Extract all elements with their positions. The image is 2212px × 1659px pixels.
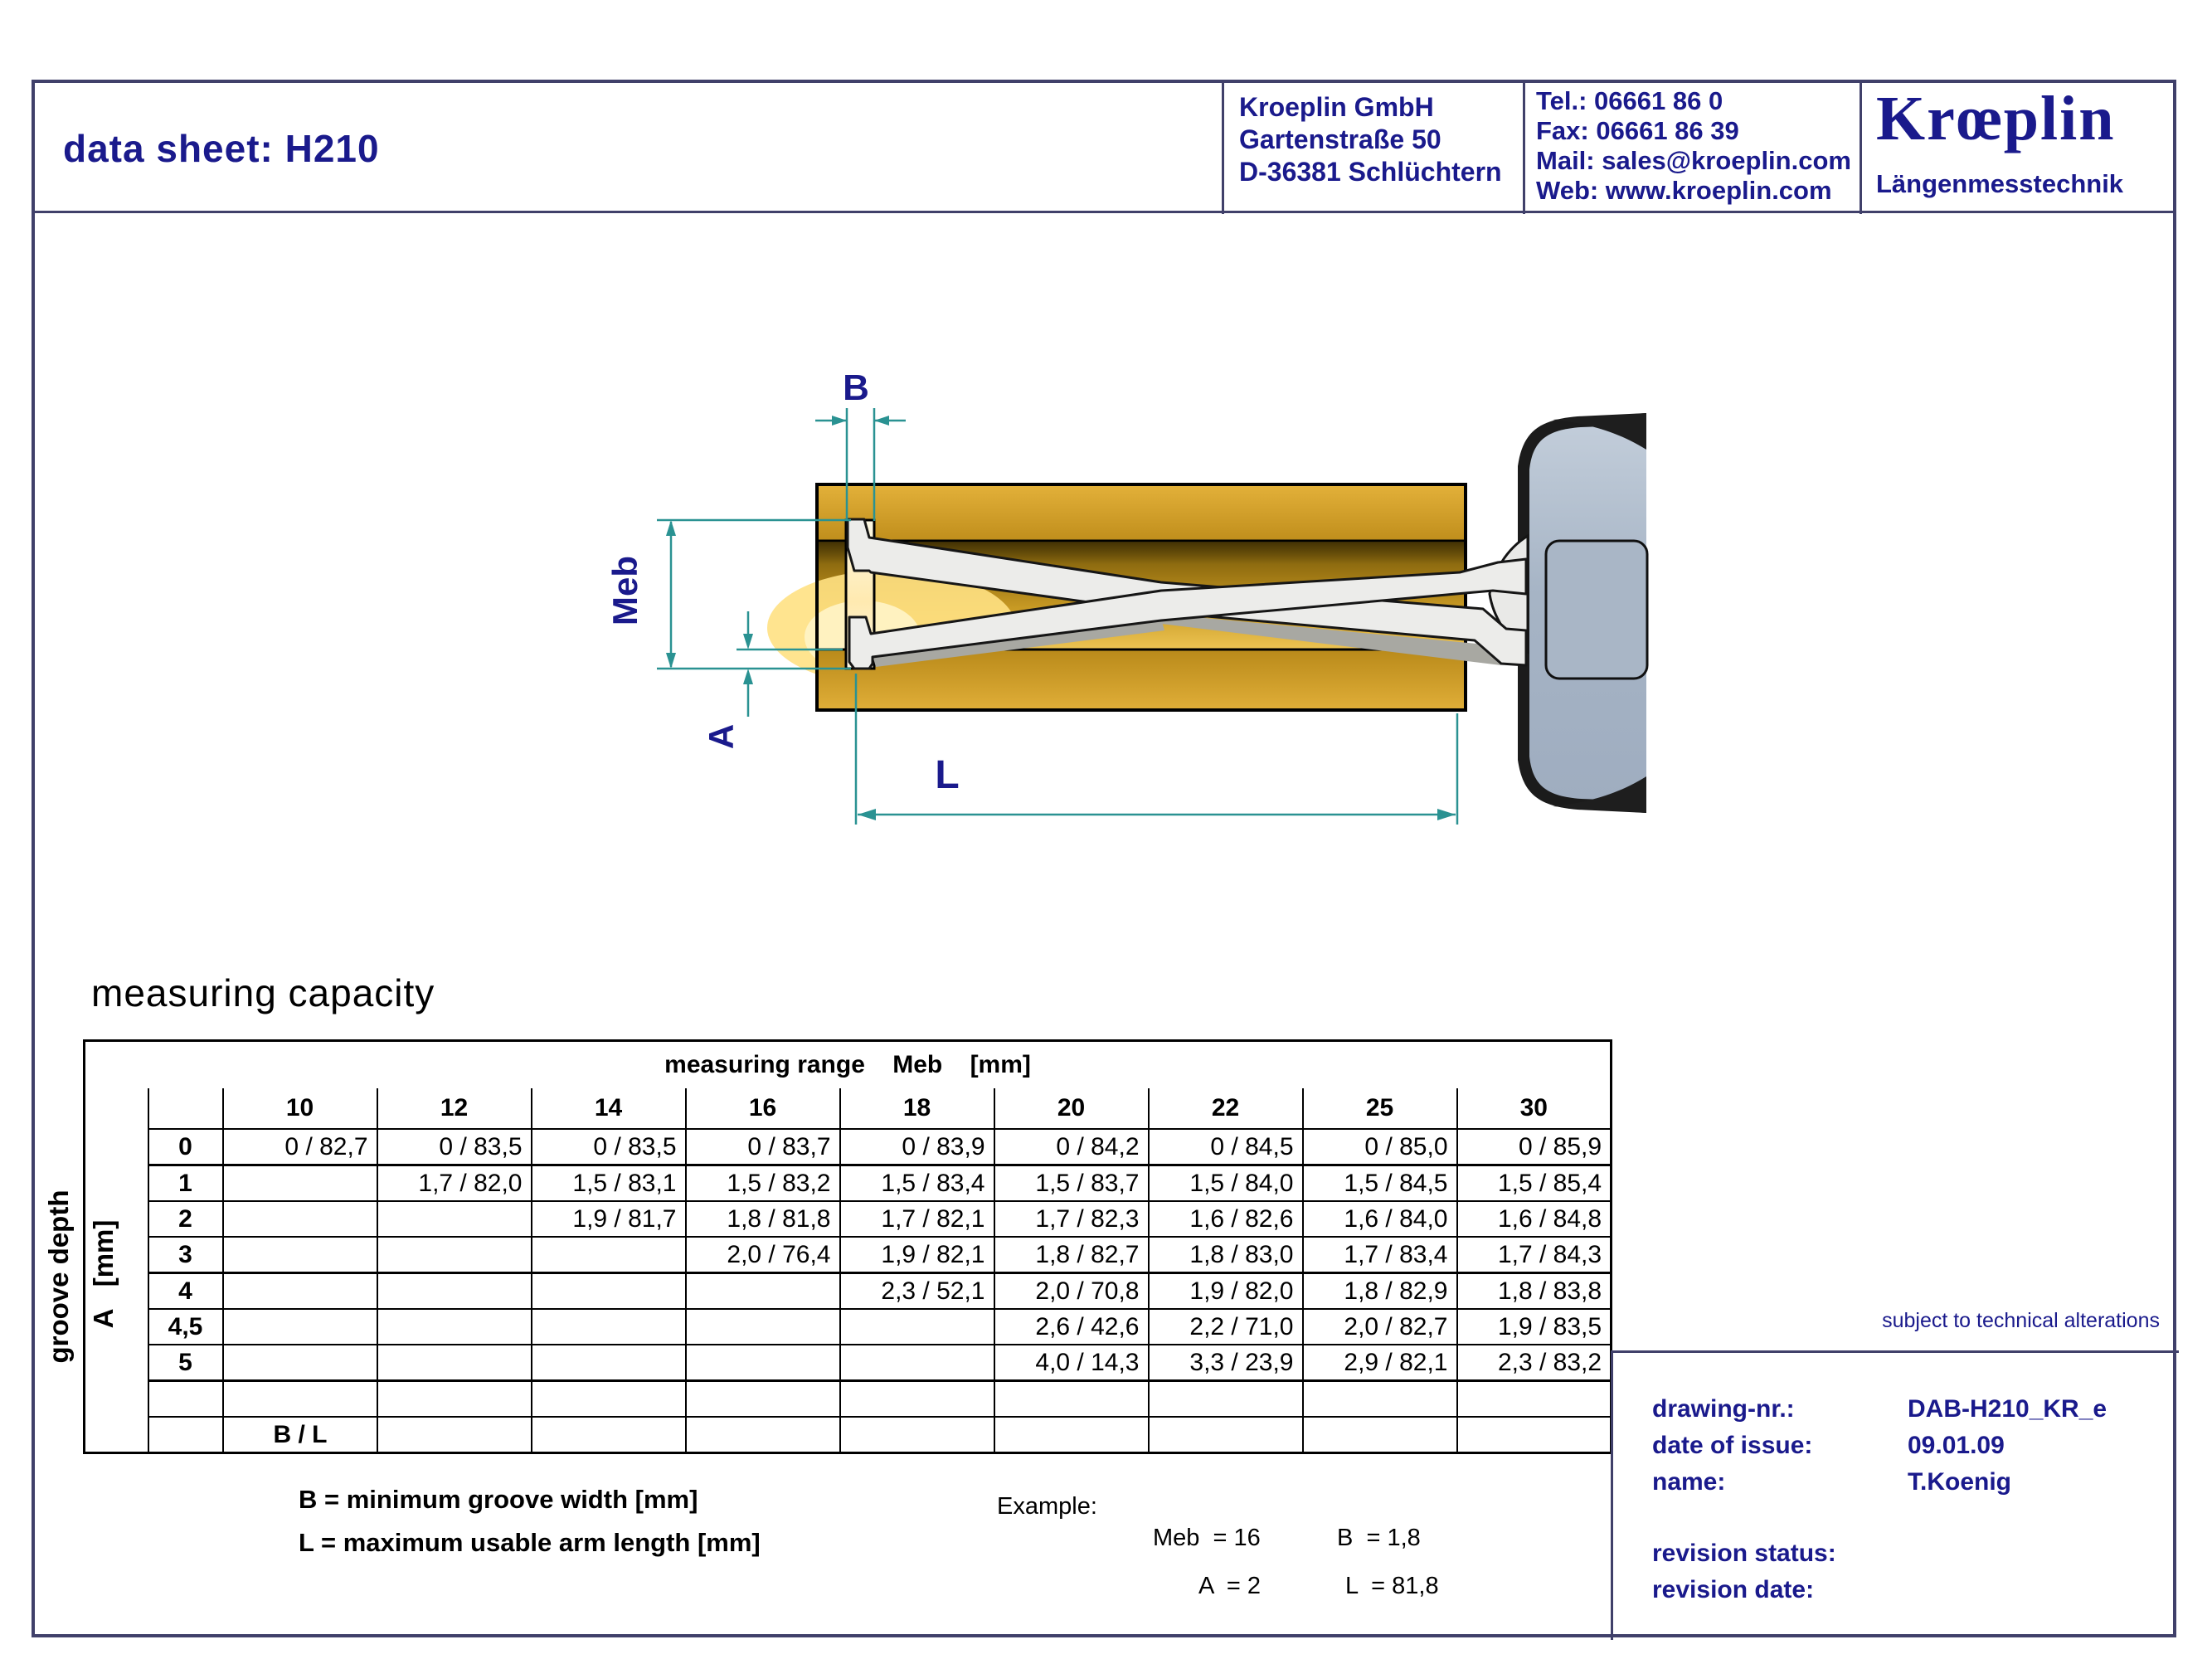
table-cell	[994, 1417, 1149, 1453]
column-header: 22	[1149, 1088, 1303, 1129]
table-cell	[377, 1201, 532, 1237]
dimension-label-l: L	[935, 753, 960, 797]
table-cell	[1457, 1417, 1612, 1453]
column-header: 16	[686, 1088, 840, 1129]
table-cell: 1,8 / 83,0	[1149, 1237, 1303, 1273]
table-cell: 2,3 / 83,2	[1457, 1345, 1612, 1381]
subject-note: subject to technical alterations	[1882, 1309, 2160, 1332]
table-cell	[686, 1345, 840, 1381]
table-cell	[532, 1345, 686, 1381]
company-logo-subtitle: Längenmesstechnik	[1876, 169, 2124, 198]
table-cell	[223, 1309, 377, 1345]
arrowhead-icon	[743, 634, 753, 649]
field-label: revision status:	[1652, 1540, 1836, 1567]
technical-drawing	[448, 315, 1709, 863]
arrowhead-icon	[832, 416, 847, 426]
table-cell	[223, 1237, 377, 1273]
row-label: 1	[148, 1165, 223, 1202]
contact-tel: Tel.: 06661 86 0	[1536, 86, 1723, 115]
header-divider	[32, 211, 2176, 213]
table-cell: 0 / 85,9	[1457, 1129, 1612, 1165]
table-cell	[840, 1309, 994, 1345]
table-cell: 2,6 / 42,6	[994, 1309, 1149, 1345]
table-cell: 1,5 / 84,0	[1149, 1165, 1303, 1202]
table-cell: 1,6 / 84,0	[1303, 1201, 1457, 1237]
table-cell: 1,5 / 83,1	[532, 1165, 686, 1202]
table-cell: 1,9 / 81,7	[532, 1201, 686, 1237]
table-cell: 3,3 / 23,9	[1149, 1345, 1303, 1381]
company-logo: Krœplin	[1876, 84, 2116, 153]
table-cell	[686, 1417, 840, 1453]
table-cell	[840, 1417, 994, 1453]
dimension-label-b: B	[843, 367, 869, 408]
table-cell: 1,9 / 82,1	[840, 1237, 994, 1273]
table-cell: 1,7 / 84,3	[1457, 1237, 1612, 1273]
row-label: 3	[148, 1237, 223, 1273]
column-header: 14	[532, 1088, 686, 1129]
table-cell	[532, 1309, 686, 1345]
page-title: data sheet: H210	[63, 127, 380, 170]
table-cell: 0 / 83,7	[686, 1129, 840, 1165]
table-cell: 1,6 / 84,8	[1457, 1201, 1612, 1237]
table-cell: 1,7 / 82,1	[840, 1201, 994, 1237]
table-cell	[840, 1381, 994, 1418]
contact-mail: Mail: sales@kroeplin.com	[1536, 146, 1851, 175]
arrowhead-icon	[858, 809, 876, 820]
table-cell	[1149, 1381, 1303, 1418]
table-cell	[377, 1273, 532, 1310]
table-cell: 1,8 / 83,8	[1457, 1273, 1612, 1310]
example-l: L = 81,8	[1345, 1573, 1439, 1599]
table-cell: 1,5 / 83,7	[994, 1165, 1149, 1202]
measuring-capacity-table	[83, 1039, 1612, 1454]
table-cell	[686, 1381, 840, 1418]
arrowhead-icon	[666, 520, 676, 536]
example-meb: Meb = 16	[1153, 1525, 1261, 1551]
table-cell: 1,9 / 82,0	[1149, 1273, 1303, 1310]
table-cell: 1,5 / 85,4	[1457, 1165, 1612, 1202]
row-label	[148, 1381, 223, 1418]
note-l: L = maximum usable arm length [mm]	[299, 1528, 761, 1557]
note-b: B = minimum groove width [mm]	[299, 1485, 698, 1514]
table-cell: 1,6 / 82,6	[1149, 1201, 1303, 1237]
field-label: revision date:	[1652, 1576, 1815, 1603]
column-header: 12	[377, 1088, 532, 1129]
table-cell	[1303, 1417, 1457, 1453]
field-value: T.Koenig	[1908, 1468, 2011, 1496]
table-cell: 2,3 / 52,1	[840, 1273, 994, 1310]
table-cell	[1149, 1417, 1303, 1453]
column-header: 30	[1457, 1088, 1612, 1129]
table-cell: 1,5 / 83,2	[686, 1165, 840, 1202]
arrowhead-icon	[874, 416, 889, 426]
example-b: B = 1,8	[1337, 1525, 1421, 1551]
table-cell: 1,7 / 82,0	[377, 1165, 532, 1202]
company-address	[1239, 91, 1502, 188]
field-value: 09.01.09	[1908, 1432, 2005, 1459]
table-cell	[377, 1309, 532, 1345]
company-contact	[1536, 86, 1851, 206]
arrowhead-icon	[666, 653, 676, 669]
table-cell	[223, 1381, 377, 1418]
arrowhead-icon	[1437, 809, 1456, 820]
table-cell	[377, 1345, 532, 1381]
section-title: measuring capacity	[91, 971, 435, 1014]
table-cell	[377, 1237, 532, 1273]
table-stub	[148, 1088, 223, 1129]
example-label: Example:	[997, 1493, 1097, 1520]
table-cell: 1,8 / 82,9	[1303, 1273, 1457, 1310]
table-cell: 4,0 / 14,3	[994, 1345, 1149, 1381]
table-cell	[1303, 1381, 1457, 1418]
table-cell: 1,7 / 83,4	[1303, 1237, 1457, 1273]
column-header: 18	[840, 1088, 994, 1129]
table-cell: 1,8 / 81,8	[686, 1201, 840, 1237]
header-divider	[1222, 80, 1224, 214]
table-cell	[686, 1309, 840, 1345]
contact-fax: Fax: 06661 86 39	[1536, 116, 1739, 145]
table-cell	[377, 1381, 532, 1418]
table-cell	[223, 1345, 377, 1381]
table-cell	[532, 1381, 686, 1418]
column-header: 10	[223, 1088, 377, 1129]
table-cell: 2,0 / 82,7	[1303, 1309, 1457, 1345]
table-cell: 2,0 / 76,4	[686, 1237, 840, 1273]
row-label: 0	[148, 1129, 223, 1165]
table-cell: 1,7 / 82,3	[994, 1201, 1149, 1237]
table-cell: 0 / 84,2	[994, 1129, 1149, 1165]
table-cell	[840, 1345, 994, 1381]
axis-label-a-mm: A [mm]	[88, 1219, 119, 1329]
column-header: 25	[1303, 1088, 1457, 1129]
table-title: measuring range Meb [mm]	[664, 1051, 1031, 1078]
table-cell	[223, 1201, 377, 1237]
company-name: Kroeplin GmbH	[1239, 92, 1434, 122]
table-cell: 2,9 / 82,1	[1303, 1345, 1457, 1381]
table-cell	[532, 1237, 686, 1273]
gauge-body-panel	[1546, 541, 1647, 679]
row-label: 2	[148, 1201, 223, 1237]
axis-label-groove-depth: groove depth	[43, 1190, 74, 1364]
field-value: DAB-H210_KR_e	[1908, 1395, 2107, 1423]
table-cell: 1,9 / 83,5	[1457, 1309, 1612, 1345]
table-cell: 0 / 83,5	[377, 1129, 532, 1165]
table-cell: 1,8 / 82,7	[994, 1237, 1149, 1273]
table-cell	[223, 1165, 377, 1202]
table-cell: 0 / 83,9	[840, 1129, 994, 1165]
field-label: name:	[1652, 1468, 1726, 1496]
table-cell: 0 / 83,5	[532, 1129, 686, 1165]
company-street: Gartenstraße 50	[1239, 124, 1441, 154]
field-label: date of issue:	[1652, 1432, 1813, 1459]
company-city: D-36381 Schlüchtern	[1239, 157, 1502, 187]
table-cell	[223, 1273, 377, 1310]
example-a: A = 2	[1198, 1573, 1261, 1599]
row-label: 4,5	[148, 1309, 223, 1345]
table-cell: 0 / 84,5	[1149, 1129, 1303, 1165]
table-cell: 1,5 / 84,5	[1303, 1165, 1457, 1202]
table-cell	[532, 1273, 686, 1310]
header-divider	[1523, 80, 1525, 214]
table-cell: 0 / 85,0	[1303, 1129, 1457, 1165]
table-cell: 0 / 82,7	[223, 1129, 377, 1165]
table-cell: B / L	[223, 1417, 377, 1453]
table-cell	[377, 1417, 532, 1453]
header-divider	[1860, 80, 1862, 214]
table-cell	[686, 1273, 840, 1310]
row-label: 4	[148, 1273, 223, 1310]
field-label: drawing-nr.:	[1652, 1395, 1795, 1423]
table-cell: 2,0 / 70,8	[994, 1273, 1149, 1310]
arrowhead-icon	[743, 669, 753, 684]
dimension-label-meb: Meb	[605, 556, 644, 625]
table-cell	[532, 1417, 686, 1453]
contact-web: Web: www.kroeplin.com	[1536, 176, 1832, 205]
row-label	[148, 1417, 223, 1453]
dimension-label-a: A	[702, 723, 741, 750]
table-cell: 1,5 / 83,4	[840, 1165, 994, 1202]
table-cell: 2,2 / 71,0	[1149, 1309, 1303, 1345]
table-cell	[994, 1381, 1149, 1418]
table-cell	[1457, 1381, 1612, 1418]
column-header: 20	[994, 1088, 1149, 1129]
row-label: 5	[148, 1345, 223, 1381]
